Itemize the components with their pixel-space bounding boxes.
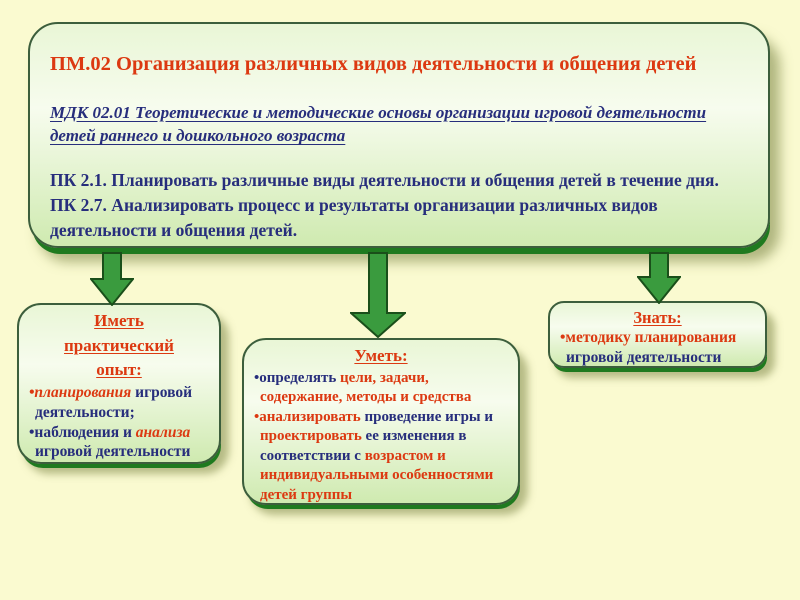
- knowledge-title: Знать:: [633, 308, 682, 327]
- pm-title: ПМ.02 Организация различных видов деятельности и общения детей: [50, 53, 697, 75]
- mdk-subtitle: МДК 02.01 Теоретические и методические основы организации игровой деятельности детей раннего и дошкольного возраста: [50, 102, 707, 146]
- program-module-box: [28, 22, 770, 248]
- knowledge-box: [548, 301, 767, 368]
- list-item: •планирования игровой деятельности;: [29, 383, 193, 421]
- knowledge-list: [560, 328, 755, 368]
- skills-title: Уметь:: [354, 346, 408, 365]
- title-line: практический: [64, 335, 174, 355]
- list-item: •методику планирования игровой деятельности: [560, 329, 737, 367]
- skills-list: [254, 369, 508, 506]
- list-item: •наблюдения и анализа игровой деятельности: [29, 423, 191, 461]
- down-arrow-middle-icon: [350, 252, 406, 338]
- list-item: •определять цели, задачи, содержание, методы и средства: [254, 369, 472, 406]
- pk-competency-1: ПК 2.1. Планировать различные виды деятельности и общения детей в течение дня.: [50, 170, 719, 191]
- practical-experience-box: [17, 303, 221, 464]
- down-arrow-left-icon: [90, 252, 134, 306]
- list-item: •анализировать проведение игры и проектировать ее изменения в соответствии с возрастом и индивидуальными особенностями детей группы: [254, 408, 494, 503]
- practical-experience-title: [29, 309, 209, 383]
- practical-experience-list: [29, 383, 209, 462]
- title-line: Иметь: [94, 311, 144, 330]
- skills-box: [242, 338, 520, 505]
- down-arrow-right-icon: [637, 252, 681, 304]
- title-line: опыт:: [96, 360, 142, 380]
- pk-competency-2: ПК 2.7. Анализировать процесс и результаты организации различных видов деятельности и общения детей.: [50, 195, 658, 240]
